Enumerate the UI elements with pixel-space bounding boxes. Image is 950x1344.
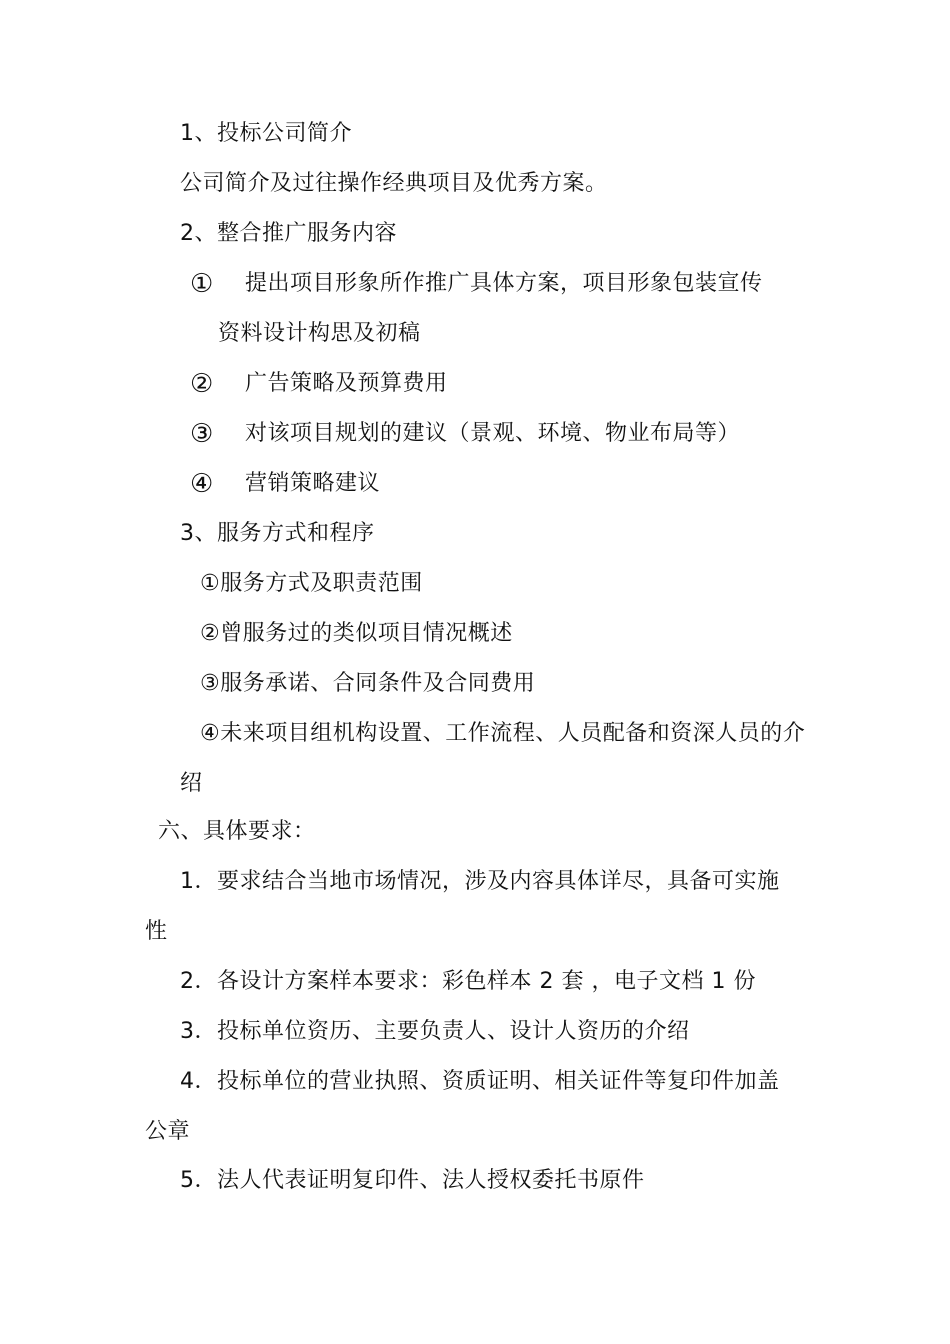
section6-heading: 六、具体要求： (158, 819, 316, 844)
requirement-4-line2: 公章 (145, 1119, 191, 1144)
circled-number-1: ① (190, 269, 214, 299)
circled-number-3: ③ (190, 419, 214, 449)
item3-sub3: ③服务承诺、合同条件及合同费用 (200, 671, 536, 696)
requirement-1-line1: 1．要求结合当地市场情况，涉及内容具体详尽，具备可实施 (180, 869, 780, 894)
item2-sub3: 对该项目规划的建议（景观、环境、物业布局等） (245, 421, 741, 446)
requirement-2: 2．各设计方案样本要求：彩色样本 2 套 ，电子文档 1 份 (180, 969, 756, 994)
requirement-4-line1: 4．投标单位的营业执照、资质证明、相关证件等复印件加盖 (180, 1069, 780, 1094)
requirement-1-line2: 性 (145, 919, 168, 944)
item1-description: 公司简介及过往操作经典项目及优秀方案。 (180, 171, 608, 196)
item3-title: 3、服务方式和程序 (180, 521, 375, 546)
item2-sub1-line2: 资料设计构思及初稿 (218, 321, 421, 346)
item2-title: 2、整合推广服务内容 (180, 221, 397, 246)
circled-number-4: ④ (190, 469, 214, 499)
item2-sub1-line1: 提出项目形象所作推广具体方案，项目形象包装宣传 (245, 271, 763, 296)
item2-sub2: 广告策略及预算费用 (245, 371, 448, 396)
item3-sub1: ①服务方式及职责范围 (200, 571, 423, 596)
item3-sub2: ②曾服务过的类似项目情况概述 (200, 621, 513, 646)
circled-number-2: ② (190, 369, 214, 399)
item3-sub4-continuation: 绍 (180, 771, 203, 796)
item1-title: 1、投标公司简介 (180, 121, 352, 146)
requirement-5: 5．法人代表证明复印件、法人授权委托书原件 (180, 1168, 645, 1193)
requirement-3: 3．投标单位资历、主要负责人、设计人资历的介绍 (180, 1019, 690, 1044)
item3-sub4: ④未来项目组机构设置、工作流程、人员配备和资深人员的介 (200, 721, 806, 746)
item2-sub4: 营销策略建议 (245, 471, 381, 496)
